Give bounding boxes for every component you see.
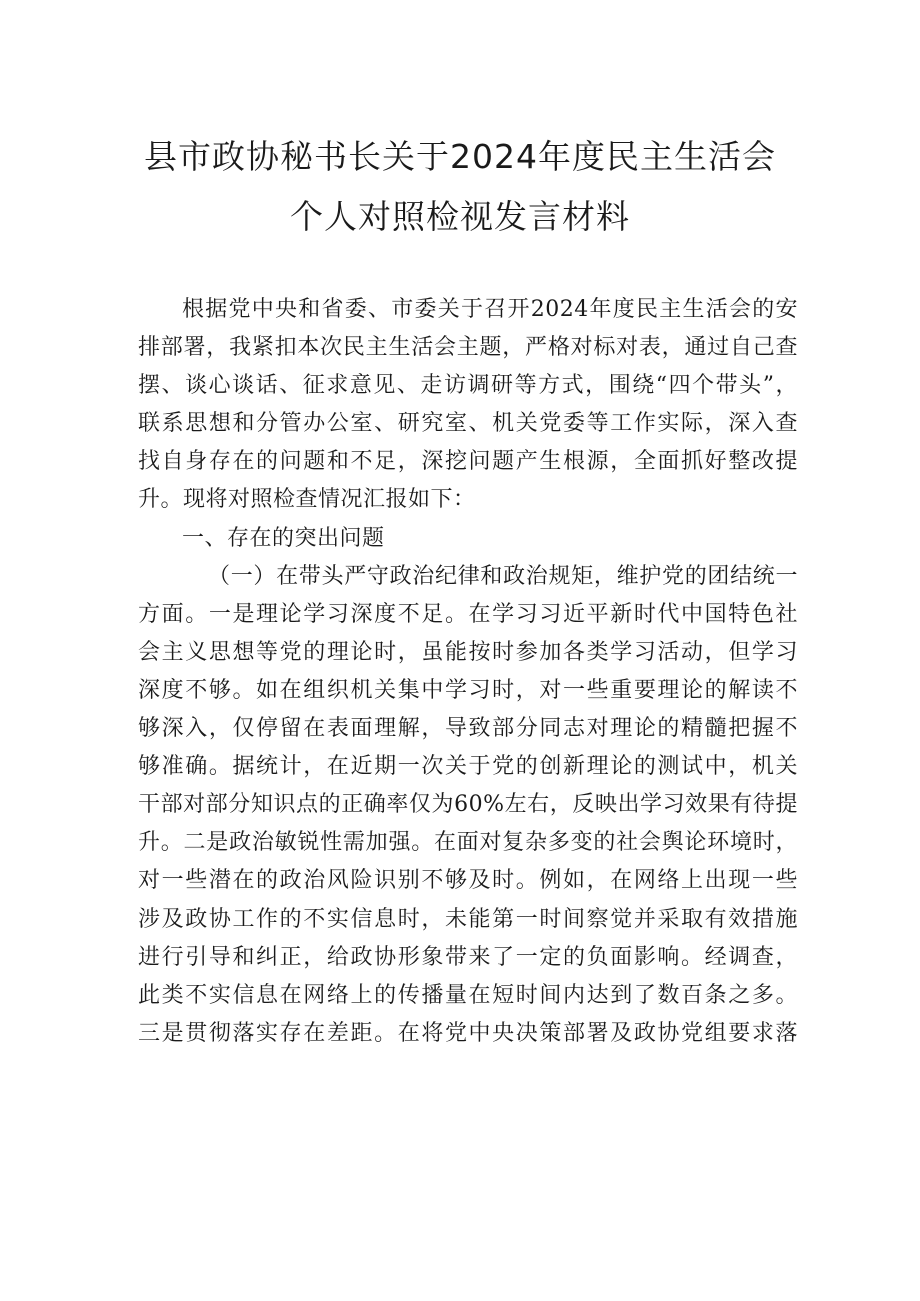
document-title-line-1: 县市政协秘书长关于2024年度民主生活会 [144,137,776,176]
subsection-heading: （一）在带头严守政治纪律和政治规矩，维护党的团结统一 [208,563,798,589]
paragraph-line: 方面。一是理论学习深度不足。在学习习近平新时代中国特色社 [138,601,798,627]
paragraph-line: 涉及政协工作的不实信息时，未能第一时间察觉并采取有效措施 [138,906,798,932]
paragraph-line: 三是贯彻落实存在差距。在将党中央决策部署及政协党组要求落 [138,1020,798,1046]
paragraph-line: 排部署，我紧扣本次民主生活会主题，严格对标对表，通过自己查 [138,335,798,361]
section-heading: 一、存在的突出问题 [182,525,385,551]
paragraph-line: 根据党中央和省委、市委关于召开2024年度民主生活会的安 [182,297,798,322]
paragraph-line: 此类不实信息在网络上的传播量在短时间内达到了数百条之多。 [138,982,798,1008]
paragraph-line: 够准确。据统计，在近期一次关于党的创新理论的测试中，机关 [138,754,798,780]
paragraph-line: 联系思想和分管办公室、研究室、机关党委等工作实际，深入查 [138,411,798,437]
paragraph-line: 找自身存在的问题和不足，深挖问题产生根源，全面抓好整改提 [138,449,798,475]
paragraph-line: 够深入，仅停留在表面理解，导致部分同志对理论的精髓把握不 [138,716,798,742]
paragraph-line: 升。二是政治敏锐性需加强。在面对复杂多变的社会舆论环境时， [138,830,798,856]
document-body [138,291,798,1053]
paragraph-line: 深度不够。如在组织机关集中学习时，对一些重要理论的解读不 [138,677,798,703]
paragraph-line: 对一些潜在的政治风险识别不够及时。例如，在网络上出现一些 [138,868,798,894]
paragraph-line: 进行引导和纠正，给政协形象带来了一定的负面影响。经调查， [138,944,798,970]
paragraph-line: 会主义思想等党的理论时，虽能按时参加各类学习活动，但学习 [138,639,798,665]
paragraph-line: 摆、谈心谈话、征求意见、走访调研等方式，围绕“四个带头”， [138,373,798,399]
paragraph-line: 干部对部分知识点的正确率仅为60%左右，反映出学习效果有待提 [138,792,798,818]
paragraph-line: 升。现将对照检查情况汇报如下： [138,487,476,513]
document-title-line-2: 个人对照检视发言材料 [290,197,630,236]
